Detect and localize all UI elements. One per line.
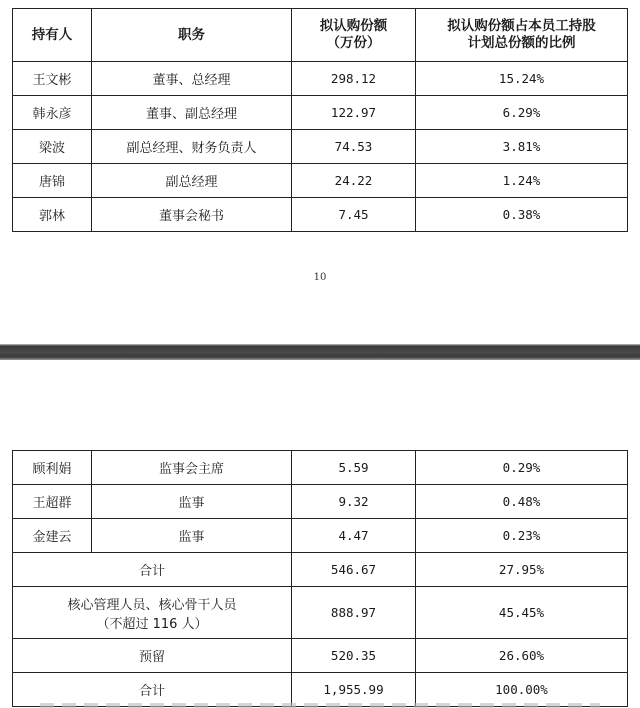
holder-name: 唐锦	[13, 164, 92, 198]
holder-position: 董事会秘书	[92, 198, 292, 232]
summary-row-core-staff	[13, 587, 628, 639]
holder-ratio: 1.24%	[416, 164, 628, 198]
summary-label	[13, 587, 292, 639]
holder-ratio: 0.29%	[416, 451, 628, 485]
summary-ratio: 26.60%	[416, 639, 628, 673]
table-header-row	[13, 9, 628, 62]
holder-amount: 5.59	[292, 451, 416, 485]
holder-name: 金建云	[13, 519, 92, 553]
summary-row-reserved	[13, 639, 628, 673]
cropped-text-line	[40, 703, 600, 708]
holder-name: 梁波	[13, 130, 92, 164]
document-page-10	[0, 0, 640, 344]
summary-amount: 546.67	[292, 553, 416, 587]
header-ratio-line1: 拟认购份额占本员工持股	[447, 18, 596, 34]
holder-amount: 122.97	[292, 96, 416, 130]
holdings-table-part1	[12, 8, 628, 232]
table-row	[13, 62, 628, 96]
summary-amount: 888.97	[292, 587, 416, 639]
holder-position: 副总经理、财务负责人	[92, 130, 292, 164]
holder-ratio: 0.38%	[416, 198, 628, 232]
holder-name: 王文彬	[13, 62, 92, 96]
table-row	[13, 164, 628, 198]
holder-name: 顾利娟	[13, 451, 92, 485]
holder-amount: 24.22	[292, 164, 416, 198]
summary-label: 合计	[13, 553, 292, 587]
holder-position: 董事、总经理	[92, 62, 292, 96]
summary-label: 合计	[13, 673, 292, 707]
summary-amount: 1,955.99	[292, 673, 416, 707]
page-number: 10	[313, 272, 327, 283]
holder-ratio: 6.29%	[416, 96, 628, 130]
holder-amount: 7.45	[292, 198, 416, 232]
header-amount	[292, 9, 416, 62]
holder-name: 郭林	[13, 198, 92, 232]
holder-amount: 298.12	[292, 62, 416, 96]
table-row	[13, 451, 628, 485]
table-row	[13, 96, 628, 130]
holder-position: 监事会主席	[92, 451, 292, 485]
summary-row-subtotal	[13, 553, 628, 587]
holder-amount: 74.53	[292, 130, 416, 164]
holder-name: 王超群	[13, 485, 92, 519]
table-row	[13, 485, 628, 519]
header-ratio-line2: 计划总份额的比例	[467, 35, 576, 51]
header-ratio	[416, 9, 628, 62]
summary-ratio: 100.00%	[416, 673, 628, 707]
header-position: 职务	[92, 9, 292, 62]
summary-amount: 520.35	[292, 639, 416, 673]
summary-label-line2: （不超过 116 人）	[96, 616, 208, 632]
summary-ratio: 27.95%	[416, 553, 628, 587]
holder-position: 董事、副总经理	[92, 96, 292, 130]
summary-label-line1: 核心管理人员、核心骨干人员	[67, 597, 237, 613]
table-row	[13, 519, 628, 553]
holder-ratio: 15.24%	[416, 62, 628, 96]
holder-name: 韩永彦	[13, 96, 92, 130]
holdings-table-part2	[12, 450, 628, 707]
holder-ratio: 3.81%	[416, 130, 628, 164]
summary-label: 预留	[13, 639, 292, 673]
table-row	[13, 198, 628, 232]
holder-position: 监事	[92, 485, 292, 519]
header-amount-line2: （万份）	[326, 35, 381, 51]
header-amount-line1: 拟认购份额	[319, 18, 388, 34]
holder-ratio: 0.48%	[416, 485, 628, 519]
header-holder: 持有人	[13, 9, 92, 62]
holder-amount: 4.47	[292, 519, 416, 553]
holder-position: 监事	[92, 519, 292, 553]
table-row	[13, 130, 628, 164]
page-break-divider	[0, 344, 640, 360]
holder-ratio: 0.23%	[416, 519, 628, 553]
summary-ratio: 45.45%	[416, 587, 628, 639]
holder-amount: 9.32	[292, 485, 416, 519]
summary-row-total	[13, 673, 628, 707]
holder-position: 副总经理	[92, 164, 292, 198]
document-page-11	[0, 360, 640, 708]
